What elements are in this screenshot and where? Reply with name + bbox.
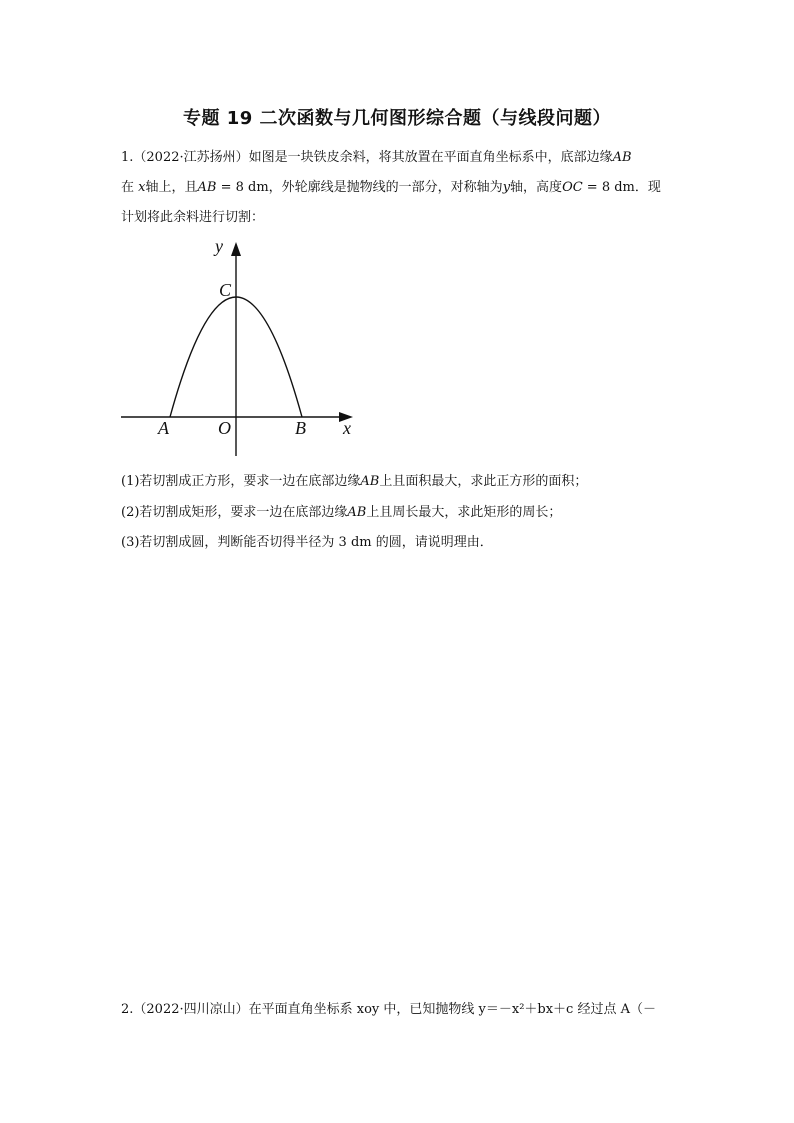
q1-sub2-a: (2)若切割成矩形，要求一边在底部边缘 bbox=[121, 505, 348, 520]
q1-line2-p2: 轴上，且 bbox=[145, 180, 198, 195]
q1-line2-oc: OC bbox=[562, 180, 583, 195]
q1-sub3: (3)若切割成圆，判断能否切得半径为 3 dm 的圆，请说明理由． bbox=[121, 535, 493, 550]
q1-sub1-ab: AB bbox=[360, 474, 380, 489]
q1-line2-p5: = 8 dm．现 bbox=[582, 180, 661, 195]
q1-sub1-b: 上且面积最大，求此正方形的面积； bbox=[379, 474, 588, 489]
y-axis-arrow bbox=[231, 242, 241, 256]
q1-sub2-b: 上且周长最大，求此矩形的周长； bbox=[366, 505, 562, 520]
x-axis-label: x bbox=[343, 418, 351, 438]
point-o-label: O bbox=[218, 418, 231, 438]
q1-line3: 计划将此余料进行切割： bbox=[121, 210, 265, 225]
q1-line2-ab: AB bbox=[197, 180, 217, 195]
q1-line2-p1: 在 bbox=[121, 180, 135, 195]
y-axis-label: y bbox=[215, 236, 223, 256]
page-title: 专题 19 二次函数与几何图形综合题（与线段问题） bbox=[182, 108, 612, 129]
q1-sub1-a: (1)若切割成正方形，要求一边在底部边缘 bbox=[121, 474, 361, 489]
q1-line1 bbox=[121, 146, 632, 165]
q1-sub1 bbox=[121, 470, 587, 489]
point-a-label: A bbox=[158, 418, 169, 438]
q1-line2-x: x bbox=[138, 180, 146, 195]
q1-line1-ab: AB bbox=[612, 150, 632, 165]
q1-line2-p3: = 8 dm，外轮廓线是抛物线的一部分，对称轴为 bbox=[216, 180, 503, 195]
point-b-label: B bbox=[295, 418, 306, 438]
point-c-label: C bbox=[219, 280, 232, 300]
q1-line2-y: y bbox=[502, 180, 511, 195]
q1-sub2 bbox=[121, 501, 561, 520]
parabola-figure bbox=[115, 234, 365, 464]
q2-line1: 2.（2022·四川凉山）在平面直角坐标系 xoy 中，已知抛物线 y＝－x²＋bx＋c 经过点 A（－ bbox=[121, 1002, 656, 1017]
q1-line1-text: 1.（2022·江苏扬州）如图是一块铁皮余料，将其放置在平面直角坐标系中，底部边缘 bbox=[121, 150, 613, 165]
q1-line2-p4: 轴，高度 bbox=[510, 180, 563, 195]
q1-sub2-ab: AB bbox=[347, 505, 367, 520]
q1-line2 bbox=[121, 176, 661, 195]
